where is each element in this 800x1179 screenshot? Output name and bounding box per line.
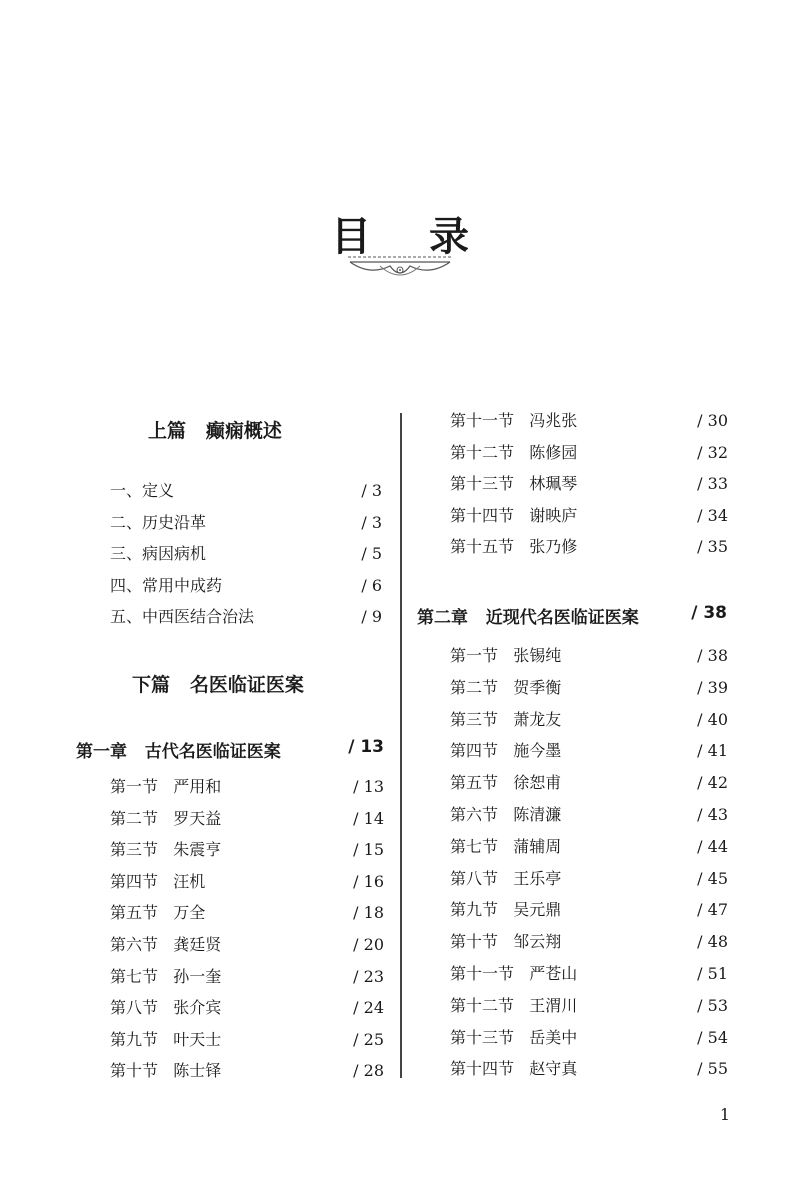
toc-entry-ch1-cont-4[interactable] — [450, 503, 728, 529]
toc-entry-title: 第二节 罗天益 — [110, 808, 222, 828]
page-title: 目 录 — [331, 214, 491, 260]
toc-entry-title: 第五节 万全 — [110, 903, 206, 923]
toc-entry-title: 第十三节 林珮琴 — [450, 474, 578, 494]
toc-entry-ch2-2[interactable] — [450, 675, 728, 701]
toc-entry-title: 第十节 邹云翔 — [450, 932, 562, 952]
toc-entry-title: 一、定义 — [110, 481, 175, 500]
toc-entry-ch1-6[interactable] — [110, 932, 384, 958]
chapter2-page: / 38 — [691, 603, 727, 623]
toc-entry-page: / 40 — [697, 709, 728, 729]
chapter2-title: 第二章 近现代名医临证医案 — [417, 608, 639, 628]
toc-entry-page: / 34 — [697, 505, 728, 525]
toc-entry-page: / 55 — [697, 1059, 728, 1079]
toc-entry-title: 第十四节 赵守真 — [450, 1059, 578, 1079]
toc-entry-page: / 14 — [353, 808, 384, 828]
toc-entry-part1-5[interactable] — [110, 604, 382, 630]
toc-entry-title: 第十一节 严苍山 — [450, 964, 578, 983]
toc-entry-ch2-1[interactable] — [450, 643, 728, 669]
toc-entry-page: / 5 — [361, 544, 382, 563]
toc-entry-page: / 51 — [697, 964, 728, 983]
part2-heading: 下篇 名医临证医案 — [132, 674, 304, 696]
toc-entry-page: / 38 — [697, 646, 728, 665]
toc-entry-page: / 39 — [697, 677, 728, 697]
part1-heading: 上篇 癫痫概述 — [148, 420, 282, 442]
toc-entry-page: / 13 — [353, 777, 384, 796]
toc-entry-title: 三、病因病机 — [110, 544, 207, 563]
toc-entry-page: / 3 — [361, 481, 382, 500]
toc-entry-page: / 30 — [697, 411, 728, 430]
toc-entry-ch1-cont-5[interactable] — [450, 534, 728, 560]
toc-entry-ch2-7[interactable] — [450, 834, 728, 860]
toc-entry-title: 第九节 叶天士 — [110, 1029, 222, 1049]
toc-entry-ch2-3[interactable] — [450, 707, 728, 733]
toc-entry-page: / 6 — [361, 575, 382, 595]
toc-entry-ch2-13[interactable] — [450, 1025, 728, 1051]
toc-entry-page: / 35 — [697, 537, 728, 557]
toc-entry-ch1-7[interactable] — [110, 964, 384, 990]
toc-entry-part1-1[interactable] — [110, 478, 382, 504]
toc-entry-ch1-4[interactable] — [110, 869, 384, 895]
toc-entry-title: 第二节 贺季衡 — [450, 677, 562, 697]
toc-entry-ch1-1[interactable] — [110, 774, 384, 800]
page-number: 1 — [719, 1105, 730, 1124]
toc-entry-ch2-14[interactable] — [450, 1056, 728, 1082]
toc-entry-page: / 23 — [353, 966, 384, 986]
toc-entry-page: / 47 — [697, 900, 728, 920]
toc-entry-part1-4[interactable] — [110, 573, 382, 599]
toc-entry-title: 第十四节 谢映庐 — [450, 505, 578, 525]
toc-entry-title: 第九节 吴元鼎 — [450, 900, 562, 920]
toc-entry-title: 第三节 朱震亨 — [110, 840, 222, 860]
toc-entry-page: / 28 — [353, 1061, 384, 1081]
toc-entry-title: 第四节 汪机 — [110, 871, 206, 891]
toc-entry-ch1-cont-2[interactable] — [450, 440, 728, 466]
toc-entry-ch2-5[interactable] — [450, 770, 728, 796]
toc-entry-page: / 24 — [353, 998, 384, 1018]
toc-entry-ch1-2[interactable] — [110, 806, 384, 832]
toc-entry-title: 第十三节 岳美中 — [450, 1027, 578, 1047]
column-divider — [400, 413, 402, 1078]
title-ornament — [340, 254, 460, 284]
toc-entry-title: 第一节 严用和 — [110, 777, 222, 796]
toc-entry-ch1-cont-1[interactable] — [450, 408, 728, 434]
toc-entry-page: / 44 — [697, 836, 728, 856]
toc-entry-title: 第五节 徐恕甫 — [450, 773, 562, 793]
toc-entry-page: / 3 — [361, 512, 382, 532]
toc-entry-part1-2[interactable] — [110, 510, 382, 536]
chapter2-entry[interactable] — [417, 603, 727, 633]
toc-entry-title: 第十一节 冯兆张 — [450, 411, 578, 430]
toc-entry-page: / 15 — [353, 840, 384, 860]
toc-entry-ch2-9[interactable] — [450, 897, 728, 923]
toc-entry-page: / 42 — [697, 773, 728, 793]
toc-entry-page: / 48 — [697, 932, 728, 952]
toc-entry-title: 第八节 王乐亭 — [450, 868, 562, 888]
toc-entry-page: / 41 — [697, 741, 728, 761]
toc-entry-page: / 33 — [697, 474, 728, 494]
toc-entry-ch2-6[interactable] — [450, 802, 728, 828]
toc-entry-title: 第十五节 张乃修 — [450, 537, 578, 557]
toc-entry-page: / 9 — [361, 607, 382, 626]
toc-entry-page: / 53 — [697, 995, 728, 1015]
toc-entry-title: 第三节 萧龙友 — [450, 709, 562, 729]
toc-entry-title: 第六节 龚廷贤 — [110, 935, 222, 954]
toc-entry-title: 第十二节 陈修园 — [450, 442, 578, 462]
toc-entry-page: / 54 — [697, 1027, 728, 1047]
toc-entry-page: / 16 — [353, 871, 384, 891]
toc-entry-ch1-9[interactable] — [110, 1027, 384, 1053]
toc-entry-ch1-cont-3[interactable] — [450, 471, 728, 497]
toc-entry-ch2-11[interactable] — [450, 961, 728, 987]
toc-entry-ch1-10[interactable] — [110, 1058, 384, 1084]
toc-entry-ch1-8[interactable] — [110, 995, 384, 1021]
toc-entry-title: 第七节 蒲辅周 — [450, 836, 562, 856]
chapter1-page: / 13 — [348, 737, 384, 757]
toc-entry-page: / 25 — [353, 1029, 384, 1049]
toc-entry-title: 第七节 孙一奎 — [110, 966, 222, 986]
toc-entry-title: 第一节 张锡纯 — [450, 646, 562, 665]
toc-entry-page: / 45 — [697, 868, 728, 888]
toc-entry-page: / 18 — [353, 903, 384, 923]
toc-entry-title: 四、常用中成药 — [110, 575, 223, 595]
toc-entry-ch2-10[interactable] — [450, 929, 728, 955]
chapter1-title: 第一章 古代名医临证医案 — [76, 742, 281, 762]
toc-entry-title: 第十节 陈士铎 — [110, 1061, 222, 1081]
toc-entry-title: 第十二节 王渭川 — [450, 995, 578, 1015]
toc-entry-page: / 43 — [697, 805, 728, 824]
toc-entry-part1-3[interactable] — [110, 541, 382, 567]
toc-entry-ch2-12[interactable] — [450, 993, 728, 1019]
toc-entry-title: 五、中西医结合治法 — [110, 607, 255, 626]
toc-entry-page: / 20 — [353, 935, 384, 954]
toc-entry-title: 二、历史沿革 — [110, 512, 207, 532]
toc-entry-ch1-3[interactable] — [110, 837, 384, 863]
toc-entry-title: 第八节 张介宾 — [110, 998, 222, 1018]
toc-entry-ch1-5[interactable] — [110, 900, 384, 926]
chapter1-entry[interactable] — [76, 737, 384, 767]
toc-entry-page: / 32 — [697, 442, 728, 462]
toc-entry-title: 第六节 陈清濂 — [450, 805, 562, 824]
toc-entry-title: 第四节 施今墨 — [450, 741, 562, 761]
toc-entry-ch2-4[interactable] — [450, 738, 728, 764]
toc-entry-ch2-8[interactable] — [450, 866, 728, 892]
